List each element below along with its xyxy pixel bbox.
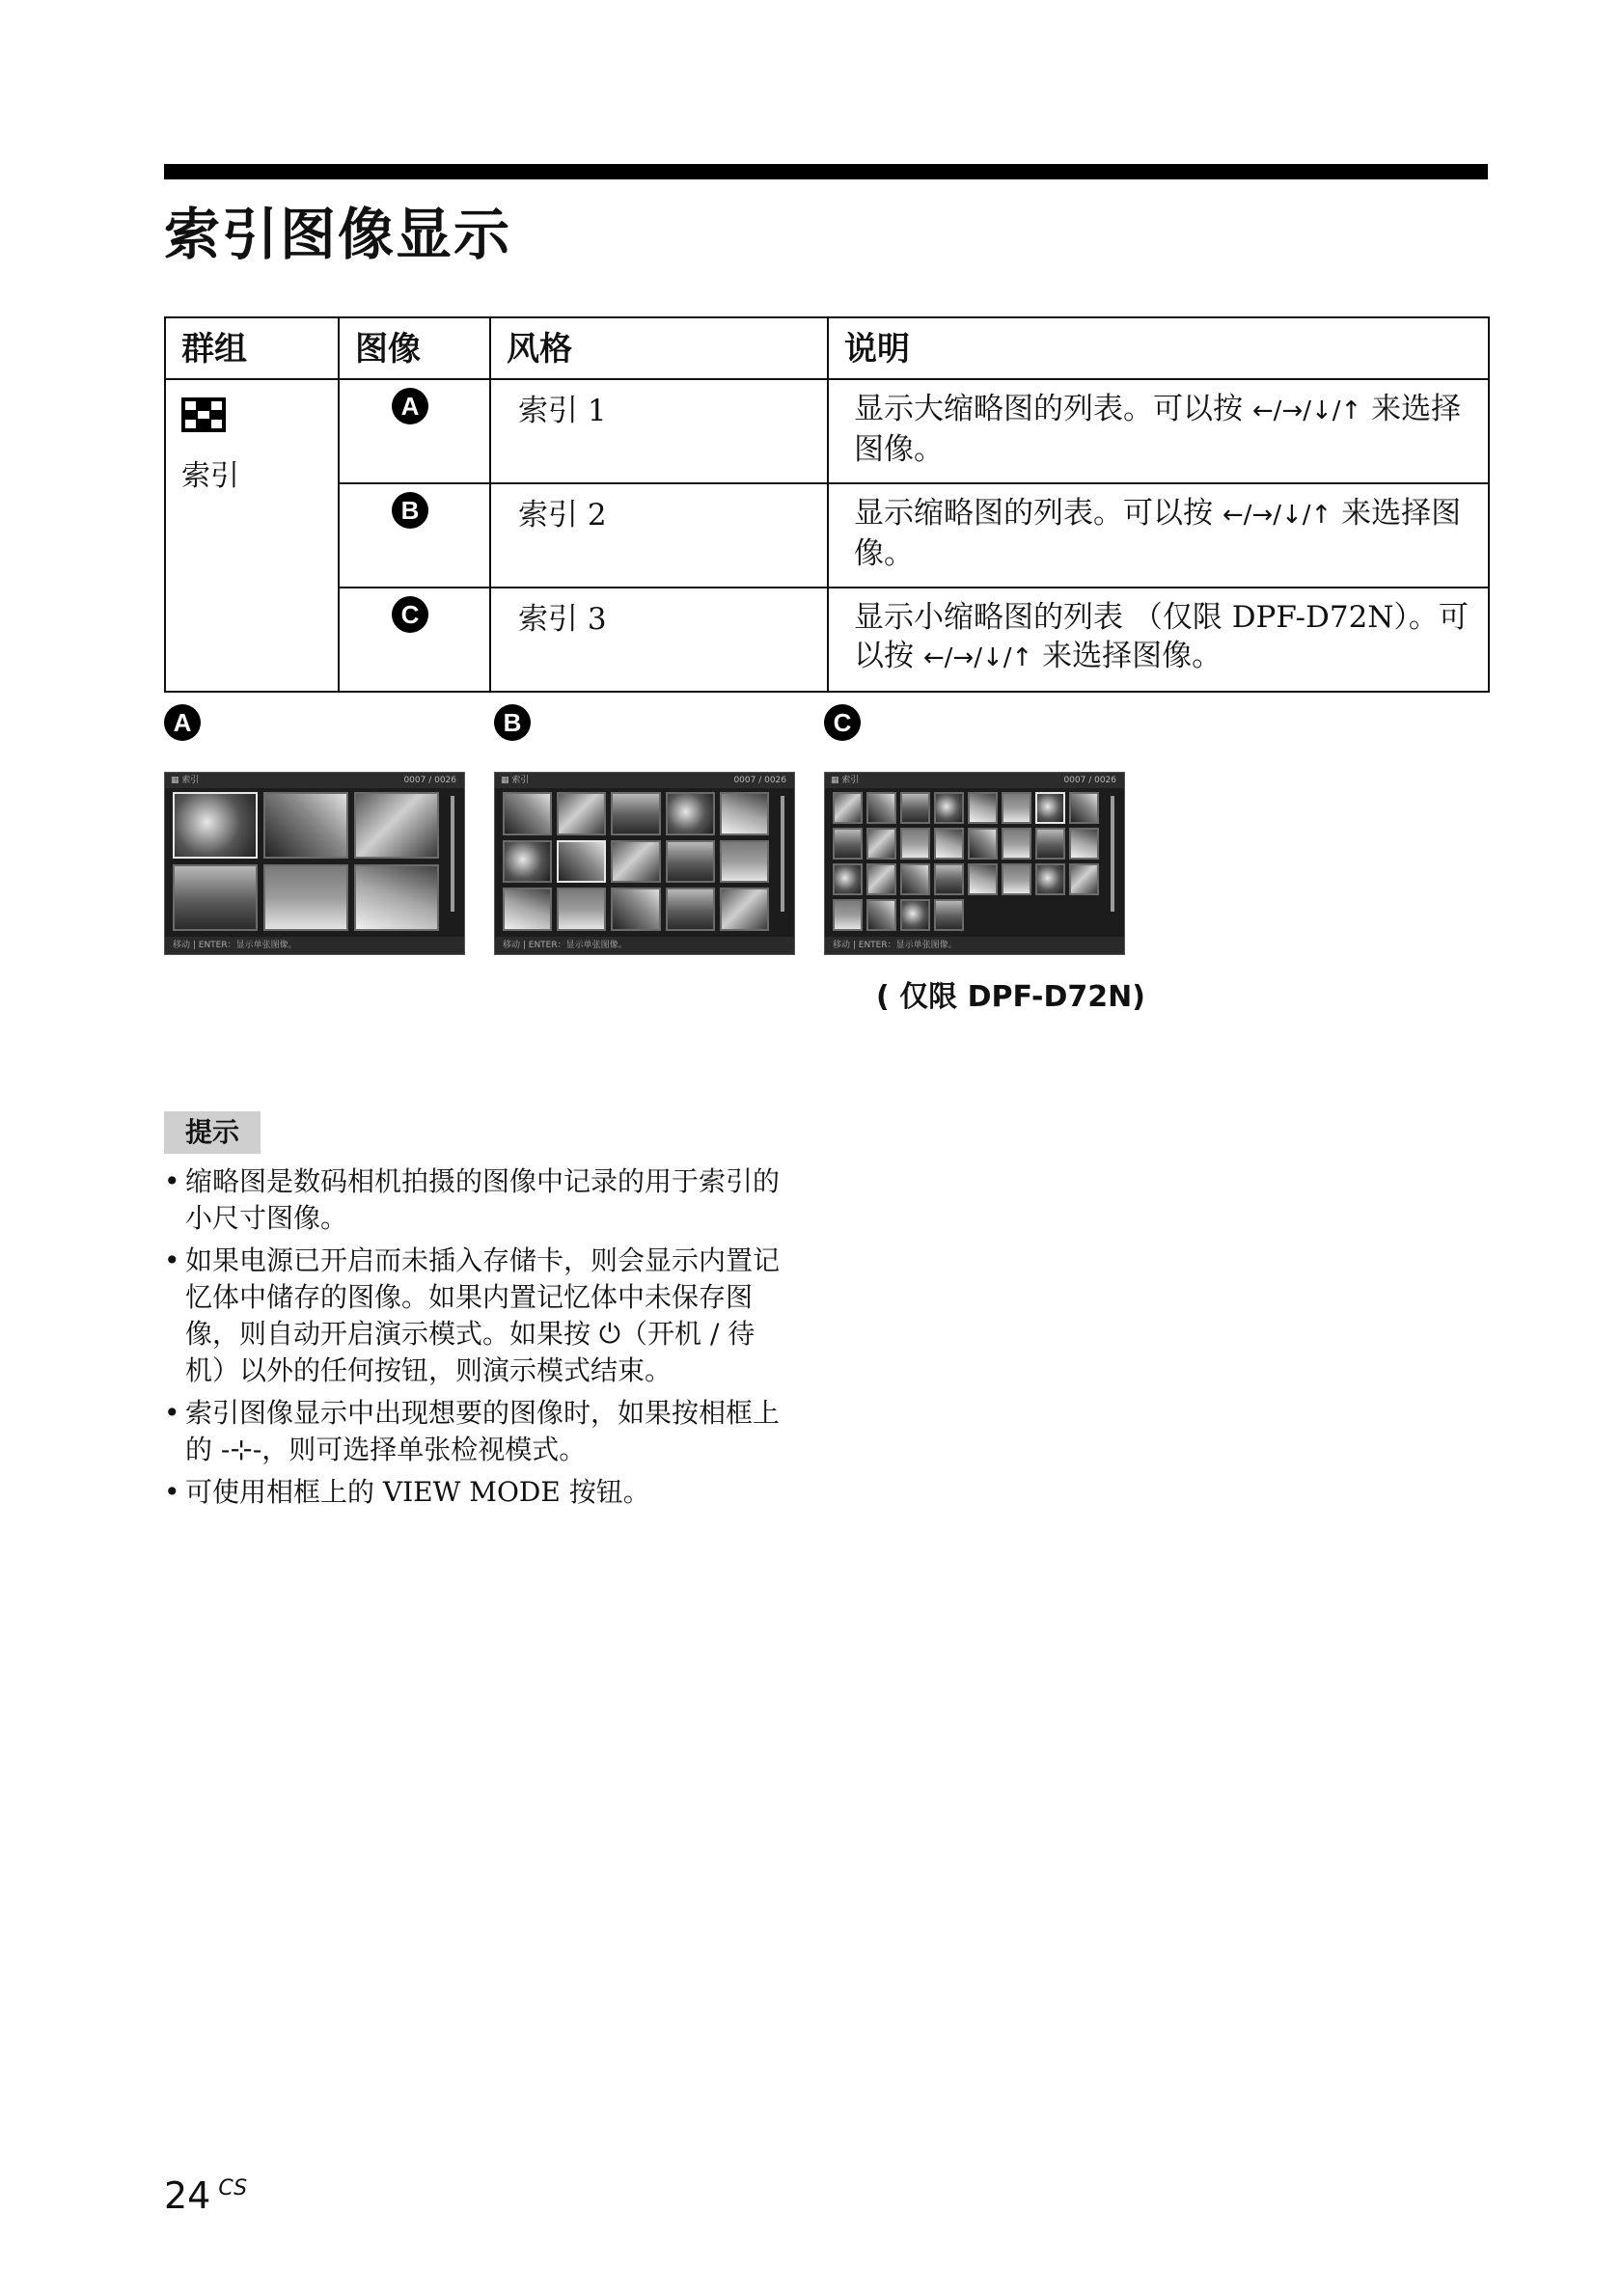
thumbnail xyxy=(934,828,964,860)
screen-title-bar: ▦ 索引 0007 / 0026 xyxy=(165,773,464,788)
thumbnail xyxy=(666,792,715,835)
badge-b: B xyxy=(392,492,428,529)
page-title: 索引图像显示 xyxy=(164,202,512,267)
thumbnail xyxy=(611,888,660,931)
screenshot-index-2 xyxy=(494,772,795,955)
thumbnail xyxy=(354,792,439,859)
list-item: • 索引图像显示中出现想要的图像时，如果按相框上的 -⊹-，则可选择单张检视模式。 xyxy=(164,1395,791,1468)
description-cell xyxy=(828,483,1489,588)
index-grid-icon xyxy=(181,397,226,432)
description-text: 显示小缩略图的列表 （仅限 DPF-D72N）。可以按 xyxy=(854,600,1469,673)
screen-label-b: B xyxy=(494,704,531,741)
thumbnail xyxy=(833,863,863,895)
thumbnail xyxy=(354,864,439,931)
description-text: 显示大缩略图的列表。可以按 xyxy=(854,392,1243,426)
thumbnail xyxy=(934,899,964,931)
screen-footer: 移动 | ENTER：显示单张图像。 xyxy=(825,937,1124,954)
thumbnail xyxy=(934,863,964,895)
arrow-keys-icon: ←/→/↓/↑ xyxy=(922,643,1033,672)
description-text-end: 来选择图像。 xyxy=(1042,639,1223,673)
image-cell xyxy=(339,379,490,483)
page-language-code: CS xyxy=(218,2176,248,2201)
thumbnail xyxy=(1069,828,1099,860)
thumbnail xyxy=(666,888,715,931)
tips-list xyxy=(164,1163,791,1517)
thumbnail xyxy=(720,888,769,931)
thumbnail xyxy=(611,792,660,835)
screen-title-bar: ▦ 索引 0007 / 0026 xyxy=(825,773,1124,788)
screenshot-index-1 xyxy=(164,772,465,955)
index-style-table xyxy=(164,316,1490,693)
thumbnail xyxy=(503,840,552,884)
scrollbar xyxy=(451,796,454,912)
thumbnail xyxy=(173,864,258,931)
group-label: 索引 xyxy=(181,459,239,493)
table-row xyxy=(165,483,1489,588)
list-item: • 可使用相框上的 VIEW MODE 按钮。 xyxy=(164,1474,791,1511)
thumbnail xyxy=(934,792,964,824)
list-item: • 如果电源已开启而未插入存储卡，则会显示内置记忆体中储存的图像。如果内置记忆体中未保存图像，则自动开启演示模式。如果按 ⏻（开机 / 待机）以外的任何按钮，则演示模式结束。 xyxy=(164,1243,791,1389)
thumbnail xyxy=(866,792,896,824)
tips-heading: 提示 xyxy=(164,1111,261,1154)
style-cell: 索引 3 xyxy=(490,588,828,692)
style-cell: 索引 1 xyxy=(490,379,828,483)
thumbnail xyxy=(1035,863,1065,895)
description-cell xyxy=(828,379,1489,483)
thumbnail xyxy=(557,792,606,835)
thumbnail xyxy=(900,899,930,931)
arrow-keys-icon: ←/→/↓/↑ xyxy=(1251,396,1362,425)
thumbnail xyxy=(503,792,552,835)
screen-footer: 移动 | ENTER：显示单张图像。 xyxy=(165,937,464,954)
description-text-end: 来选择图像。 xyxy=(854,496,1462,571)
header-image: 图像 xyxy=(339,317,490,379)
screenshot-index-3 xyxy=(824,772,1125,955)
table-header-row xyxy=(165,317,1489,379)
thumbnail xyxy=(900,863,930,895)
screen-title: 索引 xyxy=(511,776,530,785)
header-group: 群组 xyxy=(165,317,339,379)
thumbnail xyxy=(866,828,896,860)
list-item: • 缩略图是数码相机拍摄的图像中记录的用于索引的小尺寸图像。 xyxy=(164,1163,791,1237)
screen-counter: 0007 / 0026 xyxy=(1063,776,1116,785)
table-row xyxy=(165,588,1489,692)
description-text-end: 来选择图像。 xyxy=(854,392,1462,467)
title-rule xyxy=(164,164,1488,179)
thumbnail xyxy=(611,840,660,884)
thumbnail xyxy=(666,840,715,884)
thumbnail xyxy=(1035,828,1065,860)
thumbnail xyxy=(866,863,896,895)
header-description: 说明 xyxy=(828,317,1489,379)
badge-a: A xyxy=(392,388,428,424)
header-style: 风格 xyxy=(490,317,828,379)
image-cell xyxy=(339,483,490,588)
thumbnail xyxy=(263,864,348,931)
thumbnail xyxy=(1069,792,1099,824)
thumbnail xyxy=(833,792,863,824)
thumbnail xyxy=(833,899,863,931)
thumbnail xyxy=(720,840,769,884)
thumbnail xyxy=(968,792,998,824)
thumbnail xyxy=(1002,863,1031,895)
screen-label-c: C xyxy=(824,704,861,741)
thumbnail xyxy=(1035,792,1065,824)
badge-c: C xyxy=(392,596,428,633)
screen-counter: 0007 / 0026 xyxy=(733,776,786,785)
screen-title-bar: ▦ 索引 0007 / 0026 xyxy=(495,773,794,788)
thumbnail xyxy=(968,828,998,860)
arrow-keys-icon: ←/→/↓/↑ xyxy=(1222,501,1333,530)
thumbnail xyxy=(866,899,896,931)
thumbnail-grid xyxy=(173,792,439,931)
thumbnail xyxy=(1002,792,1031,824)
thumbnail xyxy=(900,792,930,824)
thumbnail-grid xyxy=(833,792,1099,931)
thumbnail xyxy=(173,792,258,859)
page-number xyxy=(164,2174,247,2217)
screen-c-caption: ( 仅限 DPF-D72N) xyxy=(876,980,1145,1014)
thumbnail xyxy=(503,888,552,931)
thumbnail xyxy=(968,863,998,895)
thumbnail xyxy=(1069,863,1099,895)
scrollbar xyxy=(1111,796,1114,912)
screen-label-a: A xyxy=(164,704,201,741)
description-cell xyxy=(828,588,1489,692)
screen-footer: 移动 | ENTER：显示单张图像。 xyxy=(495,937,794,954)
thumbnail xyxy=(557,840,606,884)
thumbnail xyxy=(1002,828,1031,860)
thumbnail xyxy=(900,828,930,860)
style-cell: 索引 2 xyxy=(490,483,828,588)
thumbnail xyxy=(557,888,606,931)
page-number-value: 24 xyxy=(164,2174,211,2217)
image-cell xyxy=(339,588,490,692)
thumbnail-grid xyxy=(503,792,769,931)
screen-counter: 0007 / 0026 xyxy=(403,776,456,785)
scrollbar xyxy=(781,796,784,912)
thumbnail xyxy=(833,828,863,860)
screen-title: 索引 xyxy=(181,776,200,785)
screen-title: 索引 xyxy=(841,776,860,785)
description-text: 显示缩略图的列表。可以按 xyxy=(854,496,1213,531)
table-row xyxy=(165,379,1489,483)
group-cell xyxy=(165,379,339,692)
thumbnail xyxy=(720,792,769,835)
thumbnail xyxy=(263,792,348,859)
